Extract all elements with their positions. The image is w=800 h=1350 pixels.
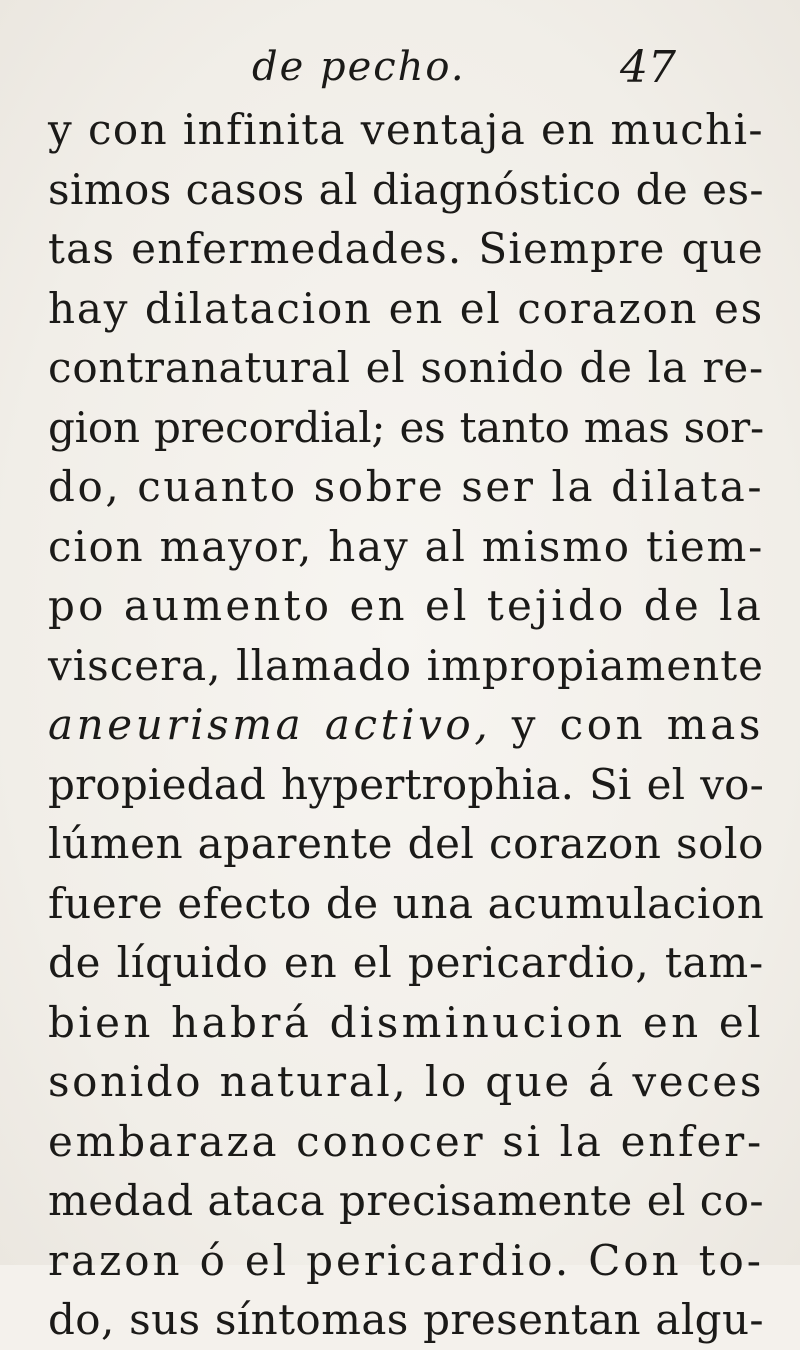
text-line xyxy=(48,100,764,160)
text-line xyxy=(48,1171,764,1231)
text-segment: fuere efecto de una acumulacion xyxy=(48,878,765,928)
text-line xyxy=(48,398,764,458)
text-segment: propiedad hypertrophia. Si el vo- xyxy=(48,759,764,809)
text-segment: simos casos al diagnóstico de es- xyxy=(48,164,764,214)
text-segment: razon ó el pericardio. Con to- xyxy=(48,1235,764,1285)
text-segment: viscera, llamado impropiamente xyxy=(48,640,764,690)
text-segment: sonido natural, lo que á veces xyxy=(48,1057,764,1106)
text-segment: gion precordial; es tanto mas sor- xyxy=(48,402,764,452)
text-segment: tas enfermedades. Siempre que xyxy=(48,224,764,273)
text-segment: lúmen aparente del corazon solo xyxy=(48,819,764,868)
text-line xyxy=(48,814,764,874)
text-segment: medad ataca precisamente el co- xyxy=(48,1176,764,1225)
body-text xyxy=(48,100,764,1350)
text-line xyxy=(48,1231,764,1291)
text-segment: hay dilatacion en el corazon es xyxy=(48,283,764,333)
text-line xyxy=(48,219,764,279)
text-line xyxy=(48,1290,764,1350)
text-segment: po aumento en el tejido de la xyxy=(48,581,764,630)
text-line xyxy=(48,576,764,636)
text-line xyxy=(48,874,764,934)
page-number: 47 xyxy=(620,42,676,93)
text-line xyxy=(48,160,764,220)
text-segment: cion mayor, hay al mismo tiem- xyxy=(48,521,765,571)
text-line xyxy=(48,755,764,815)
text-line xyxy=(48,636,764,696)
text-line xyxy=(48,1052,764,1112)
page-header xyxy=(0,38,800,98)
text-line xyxy=(48,517,764,577)
text-segment: bien habrá disminucion en el xyxy=(48,997,764,1047)
text-segment: de líquido en el pericardio, tam- xyxy=(48,938,764,987)
text-line xyxy=(48,338,764,398)
text-segment: embaraza conocer si la enfer- xyxy=(48,1116,764,1166)
text-segment: y con infinita ventaja en muchi- xyxy=(48,105,764,154)
text-segment: do, sus síntomas presentan algu- xyxy=(48,1295,764,1344)
text-segment: y con mas xyxy=(491,700,765,749)
italic-text-segment: aneurisma activo, xyxy=(48,700,492,749)
text-line xyxy=(48,279,764,339)
text-line xyxy=(48,695,764,755)
text-line xyxy=(48,993,764,1053)
text-line xyxy=(48,1112,764,1172)
text-segment: contranatural el sonido de la re- xyxy=(48,343,764,392)
text-segment: do, cuanto sobre ser la dilata- xyxy=(48,462,765,511)
text-line xyxy=(48,457,764,517)
running-head: de pecho. xyxy=(252,44,466,90)
text-line xyxy=(48,933,764,993)
